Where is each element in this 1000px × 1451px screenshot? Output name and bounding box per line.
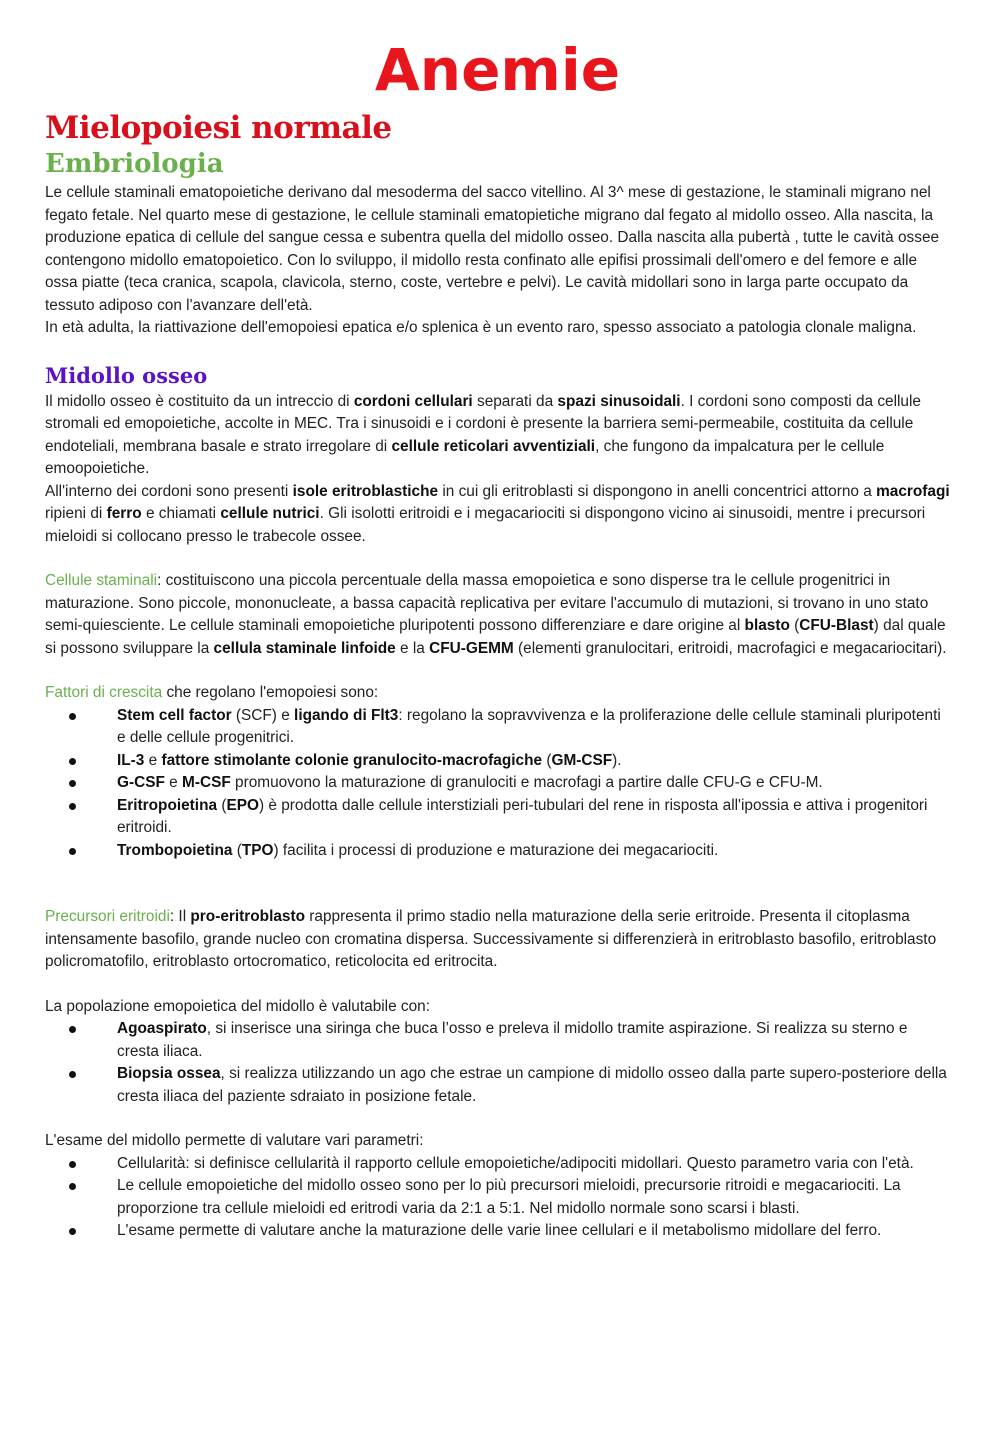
paragraph-esame-intro: L'esame del midollo permette di valutare vari parametri: [45, 1132, 424, 1149]
list-item: Agoaspirato, si inserisce una siringa che buca l’osso e preleva il midollo tramite aspirazione. Si realizza su sterno e cresta iliaca. [45, 1018, 950, 1063]
term-macrofagi: macrofagi [876, 482, 950, 500]
list-item: G-CSF e M-CSF promuovono la maturazione di granulociti e macrofagi a partire dalle CFU-G e CFU-M. [45, 772, 950, 795]
paragraph-midollo-1: Il midollo osseo è costituito da un intreccio di cordoni cellulari separati da spazi sinusoidali. I cordoni sono composti da cellule stromali ed emopoietiche, accolte in MEC. Tra i sinusoidi e i cordoni è presente la barriera semi-permeabile, costituita da cellule endoteliali, membrana basale e strato irregolare di cellule reticolari avventiziali, che fungono da impalcatura per le cellule emoopoietiche. [45, 392, 921, 477]
paragraph-midollo-2: All'interno dei cordoni sono presenti isole eritroblastiche in cui gli eritroblasti si dispongono in anelli concentrici attorno a macrofagi ripieni di ferro e chiamati cellule nutrici. Gli isolotti eritroidi e i megacariociti si dispongono vicino ai sinusoidi, mentre i precursori mieloidi si collocano presso le trabecole ossee. [45, 482, 950, 545]
document-title: Anemie [374, 36, 621, 104]
paragraph-cellule-staminali: Cellule staminali: costituiscono una piccola percentuale della massa emopoietica e sono disperse tra le cellule progenitrici in maturazione. Sono piccole, mononucleate, a bassa capacità replicativa per evitare l'accumulo di mutazioni, si trovano in uno stato semi-quiesciente. Le cellule staminali emopoietiche pluripotenti possono differenziare e dare origine al blasto (CFU-Blast) dal quale si possono sviluppare la cellula staminale linfoide e la CFU-GEMM (elementi granulocitari, eritroidi, macrofagici e megacariocitari). [45, 572, 947, 657]
list-item: Cellularità: si definisce cellularità il rapporto cellule emopoietiche/adipociti midollari. Questo parametro varia con l'età. [45, 1153, 950, 1176]
term-cellule-nutrici: cellule nutrici [220, 505, 320, 522]
label-cellule-staminali: Cellule staminali [45, 572, 158, 589]
list-item: Stem cell factor (SCF) e ligando di Flt3: regolano la sopravvivenza e la proliferazione delle cellule staminali pluripotenti e delle cellule progenitrici. [45, 705, 950, 750]
paragraph-precursori-eritroidi: Precursori eritroidi: Il pro-eritroblasto rappresenta il primo stadio nella maturazione della serie eritroide. Presenta il citoplasma intensamente basofilo, grande nucleo con cromatina dispersa. Successivamente si differenzierà in eritroblasto basofilo, eritroblasto policromatofilo, eritroblasto ortocromatico, reticolocita ed eritrocita. [45, 908, 937, 970]
list-item: L'esame permette di valutare anche la maturazione delle varie linee cellulari e il metabolismo midollare del ferro. [45, 1220, 950, 1243]
term-isole-eritroblastiche: isole eritroblastiche [292, 482, 439, 500]
list-valutazione [45, 1018, 950, 1108]
paragraph-fattori-intro: Fattori di crescita che regolano l'emopoiesi sono: [45, 684, 379, 701]
subheading-midollo-osseo: Midollo osseo [45, 362, 208, 388]
paragraph-embriologia-2: In età adulta, la riattivazione dell'emopoiesi epatica e/o splenica è un evento raro, spesso associato a patologia clonale maligna. [45, 319, 917, 336]
subheading-embriologia: Embriologia [45, 149, 224, 179]
label-fattori-crescita: Fattori di crescita [45, 684, 163, 701]
list-item: Biopsia ossea, si realizza utilizzando un ago che estrae un campione di midollo osseo dalla parte supero-posteriore della cresta iliaca del paziente sdraiato in posizione fetale. [45, 1063, 950, 1108]
term-spazi-sinusoidali: spazi sinusoidali [557, 392, 681, 410]
list-item: Trombopoietina (TPO) facilita i processi di produzione e maturazione dei megacariociti. [45, 840, 950, 863]
term-ferro: ferro [106, 505, 142, 522]
label-precursori-eritroidi: Precursori eritroidi [45, 908, 170, 925]
paragraph-valutazione-intro: La popolazione emopoietica del midollo è valutabile con: [45, 997, 431, 1015]
list-fattori-crescita [45, 705, 950, 863]
paragraph-embriologia-1: Le cellule staminali ematopoietiche derivano dal mesoderma del sacco vitellino. Al 3^ mese di gestazione, le staminali migrano nel fegato fetale. Nel quarto mese di gestazione, le cellule staminali ematopietiche migrano dal fegato al midollo osseo. Alla nascita, la produzione epatica di cellule del sangue cessa e subentra quella del midollo osseo. Dalla nascita alla pubertà , tutte le cavità ossee contengono midollo ematopoietico. Con lo sviluppo, il midollo resta confinato alle epifisi prossimali dell'omero e del femore e alle ossa piatte (teca cranica, scapola, clavicola, sterno, coste, vertebre e pelvi). Le cavità midollari sono in larga parte occupato da tessuto adiposo con l'avanzare dell'età. [45, 184, 940, 314]
term-cordoni-cellulari: cordoni cellulari [353, 392, 473, 410]
term-cellule-reticolari: cellule reticolari avventiziali [391, 437, 596, 455]
list-item: Le cellule emopoietiche del midollo osseo sono per lo più precursori mieloidi, precursorie ritroidi e megacariociti. La proporzione tra cellule mieloidi ed eritrodi varia da 2:1 a 5:1. Nel midollo normale sono scarsi i blasti. [45, 1175, 950, 1220]
list-item: Eritropoietina (EPO) è prodotta dalle cellule interstiziali peri-tubulari del rene in risposta all'ipossia e attiva i progenitori eritroidi. [45, 795, 950, 840]
list-item: IL-3 e fattore stimolante colonie granulocito-macrofagiche (GM-CSF). [45, 750, 950, 773]
list-esame-parametri [45, 1153, 950, 1243]
document-page [0, 38, 1000, 1451]
section-heading-mielopoiesi: Mielopoiesi normale [45, 110, 392, 146]
